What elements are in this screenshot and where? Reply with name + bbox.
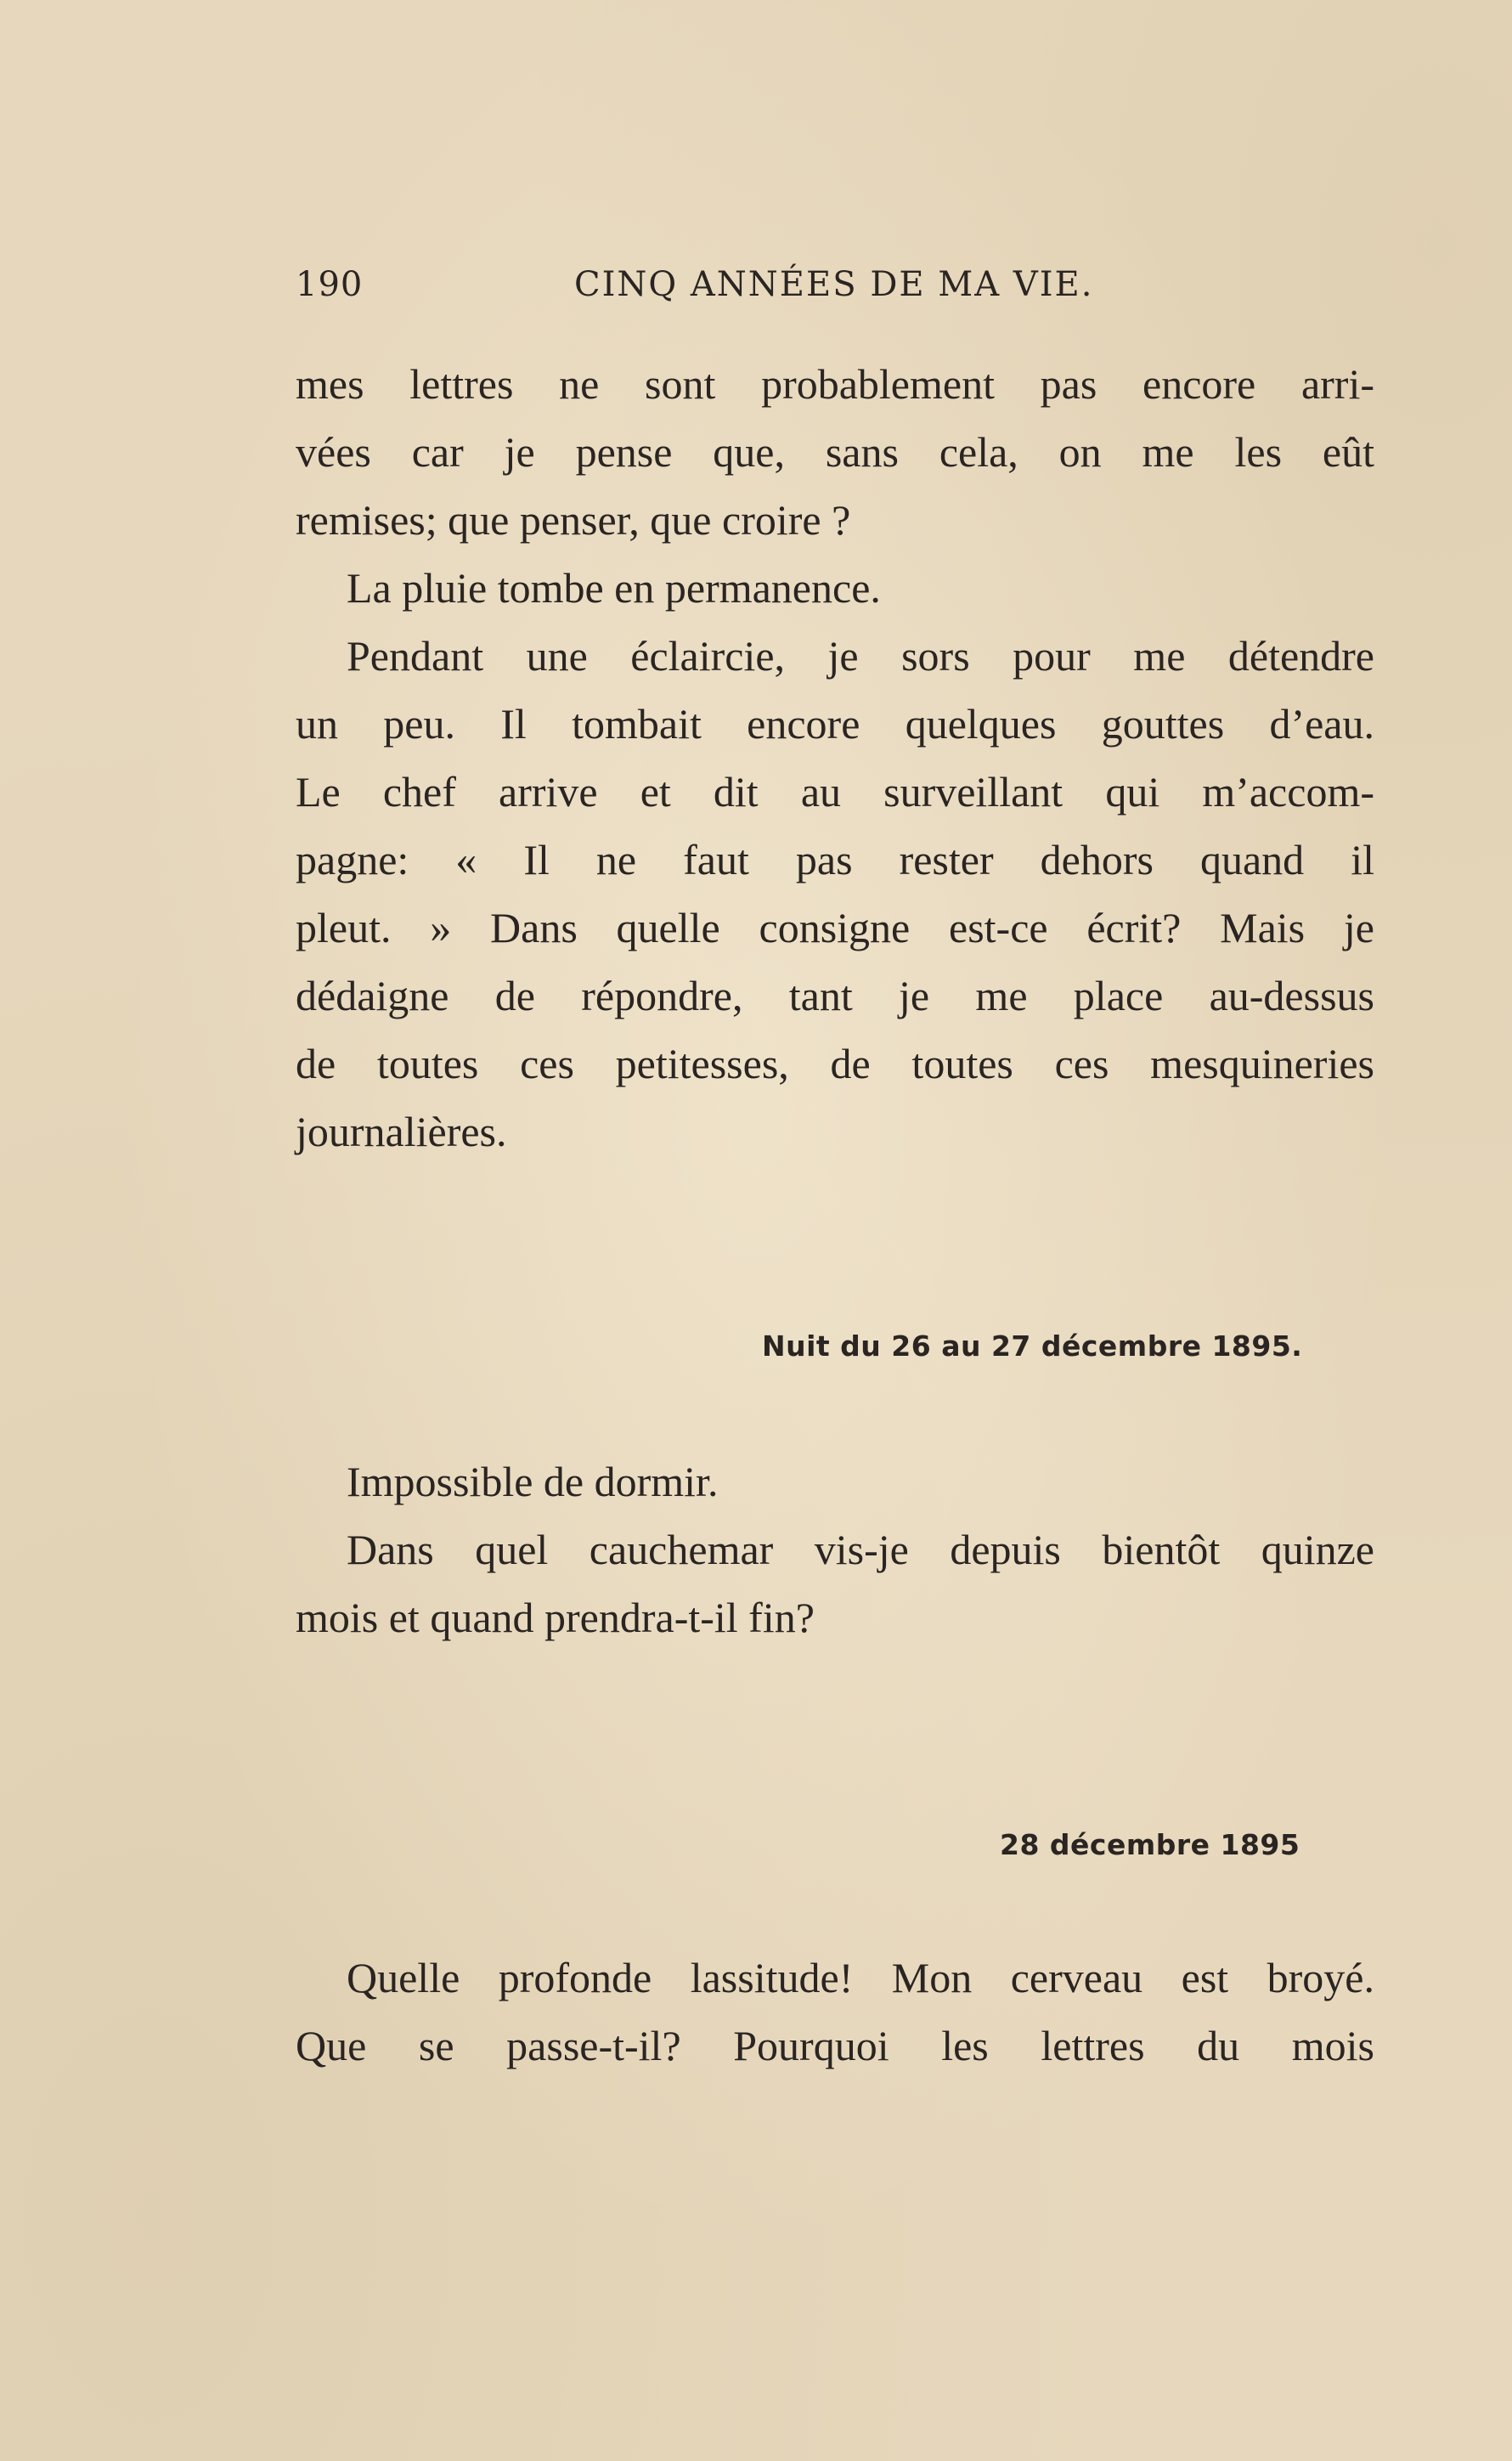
text-line: mes lettres ne sont probablement pas encore arri-: [296, 360, 1374, 408]
text-line: pagne: « Il ne faut pas rester dehors quand il: [296, 836, 1374, 883]
text-line: Impossible de dormir.: [347, 1458, 719, 1505]
text-line: Le chef arrive et dit au surveillant qui m’accom-: [296, 768, 1374, 816]
entry-date-2: 28 décembre 1895: [1000, 1828, 1300, 1861]
text-line: Quelle profonde lassitude! Mon cerveau est broyé.: [347, 1954, 1374, 2001]
text-line: journalières.: [296, 1108, 507, 1155]
text-line: Que se passe-t-il? Pourquoi les lettres du mois: [296, 2022, 1374, 2069]
text-line: Dans quel cauchemar vis-je depuis bientôt quinze: [347, 1526, 1374, 1573]
text-line: pleut. » Dans quelle consigne est-ce écrit? Mais je: [296, 904, 1374, 951]
entry-date-1: Nuit du 26 au 27 décembre 1895.: [762, 1329, 1303, 1363]
text-line: Pendant une éclaircie, je sors pour me détendre: [347, 632, 1374, 680]
running-head: [296, 265, 1145, 316]
text-line: vées car je pense que, sans cela, on me les eût: [296, 428, 1374, 476]
text-line: mois et quand prendra-t-il fin?: [296, 1594, 815, 1641]
text-line: un peu. Il tombait encore quelques gouttes d’eau.: [296, 700, 1374, 748]
running-title: CINQ ANNÉES DE MA VIE.: [574, 265, 1094, 304]
page-number: 190: [296, 265, 364, 304]
entry-paragraphs-2: [296, 1448, 1374, 1651]
entry-paragraphs-1: [296, 350, 1374, 1166]
text-line: remises; que penser, que croire ?: [296, 496, 851, 544]
entry-paragraphs-3: [296, 1944, 1374, 2080]
text-line: de toutes ces petitesses, de toutes ces mesquineries: [296, 1040, 1374, 1087]
text-line: dédaigne de répondre, tant je me place au-dessus: [296, 972, 1374, 1019]
text-line: La pluie tombe en permanence.: [347, 564, 881, 612]
